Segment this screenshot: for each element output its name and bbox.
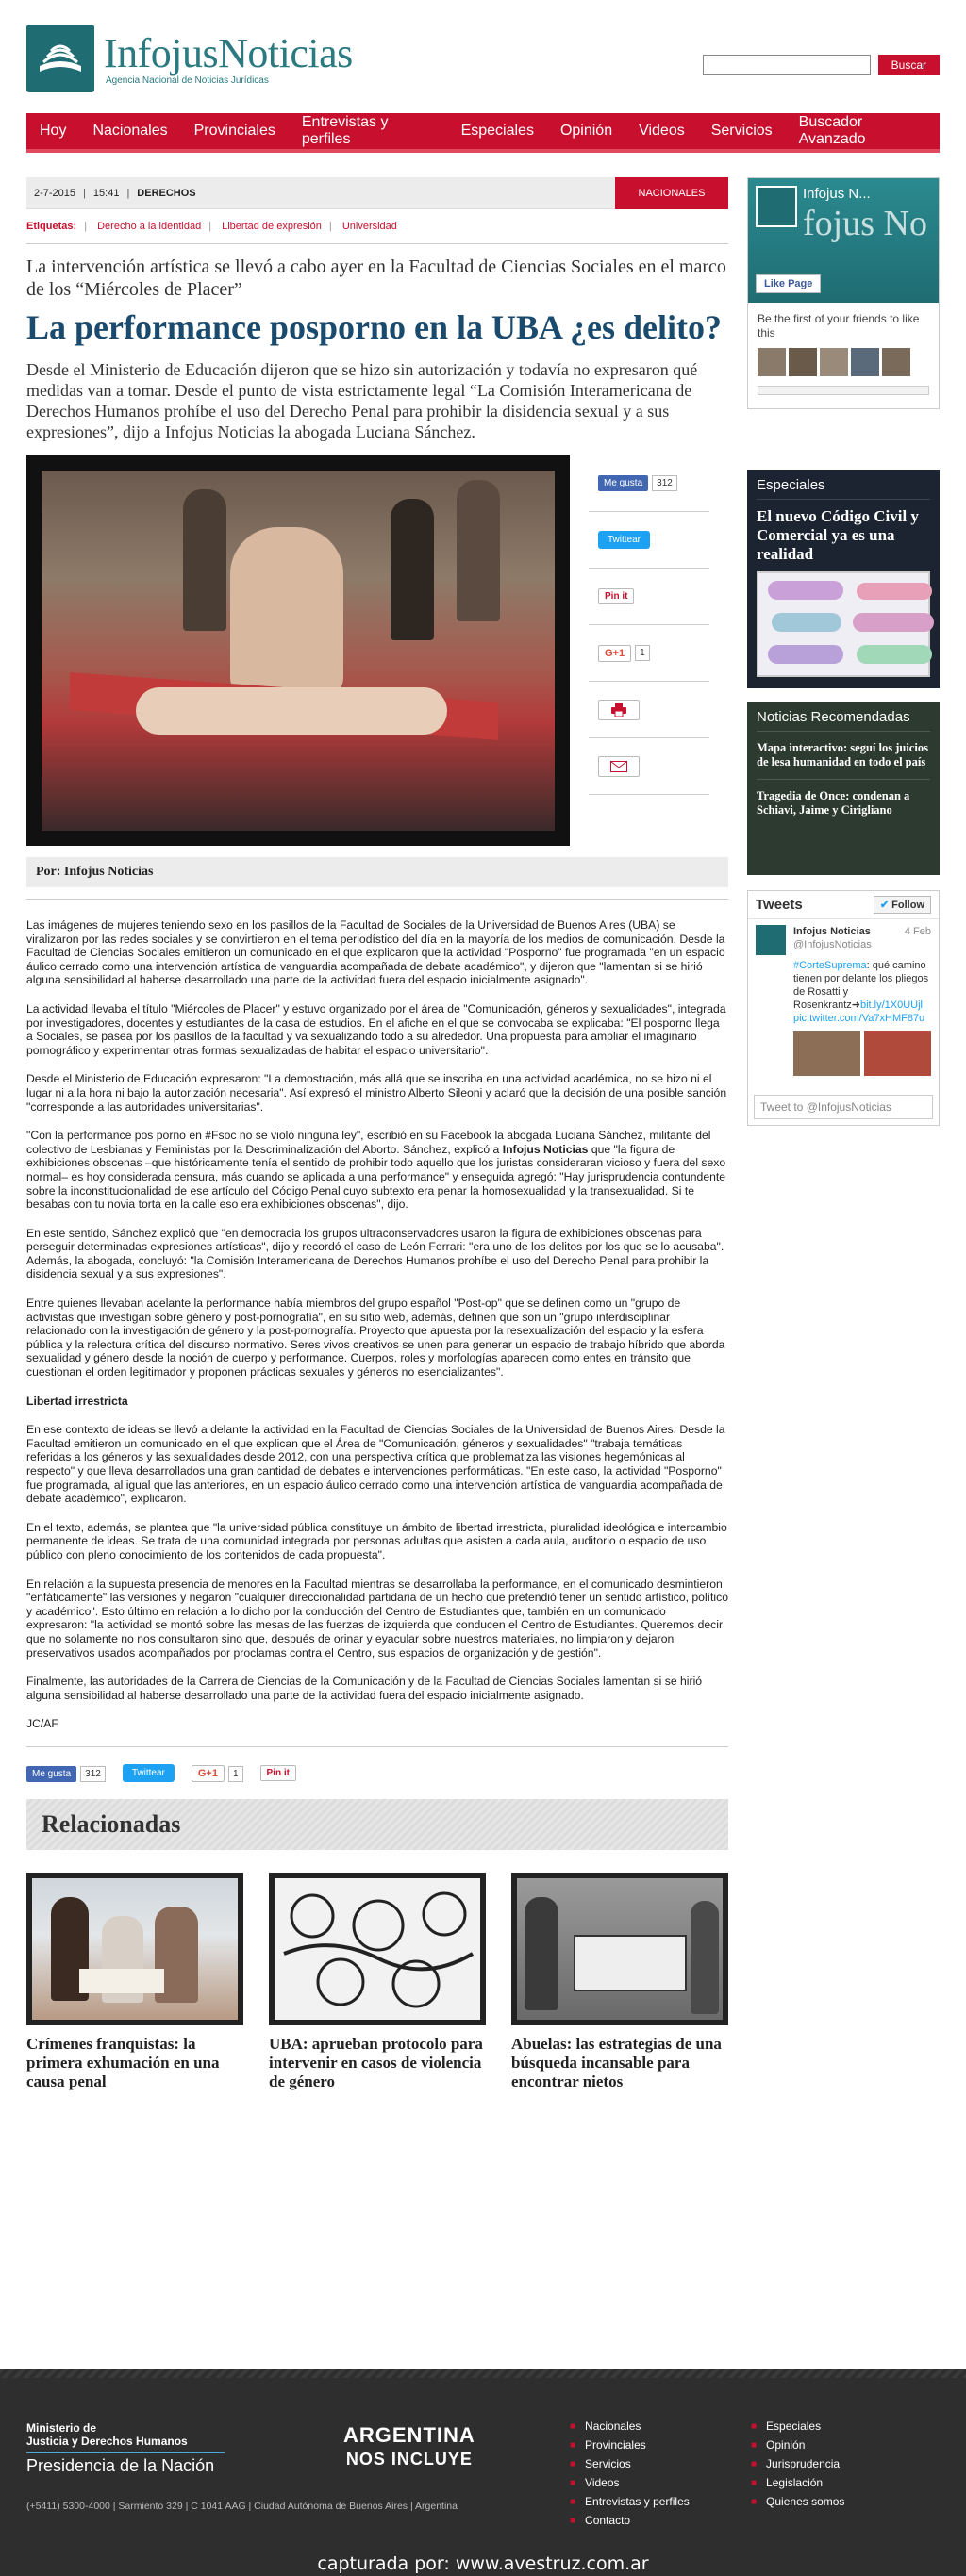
facebook-cover[interactable] <box>748 178 939 303</box>
twitter-share-button[interactable]: Twittear <box>598 531 650 549</box>
gplus-button[interactable]: G+1 <box>598 645 631 662</box>
facebook-like-button[interactable]: Me gusta <box>598 475 648 491</box>
footer-link[interactable]: ■ Entrevistas y perfiles <box>570 2495 690 2508</box>
tweet-photo[interactable] <box>756 1031 931 1076</box>
article-time: 15:41 <box>92 187 120 199</box>
horizontal-scrollbar[interactable] <box>758 386 929 395</box>
tweet-hashtag[interactable]: #CorteSuprema <box>793 960 867 971</box>
footer-link[interactable]: ■ Quienes somos <box>751 2495 845 2508</box>
photo-scene <box>42 471 555 831</box>
recommended-item[interactable]: Mapa interactivo: seguí los juicios de lesa humanidad en todo el país <box>757 741 930 780</box>
facebook-page-widget <box>747 177 940 409</box>
especiales-heading: Especiales <box>757 477 930 500</box>
nav-entrevistas[interactable]: Entrevistas y perfiles <box>301 114 389 147</box>
related-image[interactable] <box>269 1873 486 2025</box>
footer-links-1 <box>570 2419 690 2533</box>
article-section: DERECHOS <box>137 187 196 199</box>
article-column <box>26 177 728 2091</box>
facebook-widget-body <box>748 303 939 405</box>
article-date: 2-7-2015 <box>34 187 76 199</box>
avatar[interactable] <box>758 348 786 376</box>
share-facebook <box>589 455 709 512</box>
related-item[interactable] <box>511 1873 728 2091</box>
nav-servicios[interactable]: Servicios <box>710 123 773 139</box>
footer-link[interactable]: ■ Especiales <box>751 2419 822 2433</box>
facebook-page-avatar <box>756 186 797 227</box>
facebook-friends-text: Be the first of your friends to like this <box>758 312 920 339</box>
related-list <box>26 1873 728 2091</box>
argentina-logo[interactable]: ARGENTINA NOS INCLUYE <box>343 2423 475 2469</box>
section-heading: Libertad irrestricta <box>26 1394 128 1408</box>
footer-links-2 <box>751 2419 844 2514</box>
article-kicker: La intervención artística se llevó a cabo ayer en la Facultad de Ciencias Sociales en el marco de los “Miércoles de Placer” <box>26 256 726 300</box>
logo-text <box>104 29 353 86</box>
related-heading: Relacionadas <box>26 1799 728 1850</box>
nav-provinciales[interactable]: Provinciales <box>193 123 275 139</box>
footer-link[interactable]: ■ Nacionales <box>570 2419 641 2433</box>
share-pinterest <box>589 569 709 625</box>
main-nav <box>26 113 940 153</box>
footer-address: (+5411) 5300-4000 | Sarmiento 329 | C 1041 AAG | Ciudad Autónoma de Buenos Aires | Argentina <box>26 2501 458 2512</box>
paragraph: "Con la performance pos porno en #Fsoc no se violó ninguna ley", escribió en su Facebook la abogada Luciana Sánchez, militante del colectivo de Lesbianas y Feministas por la Descriminalización del Aborto. Sánchez, explicó a Infojus Noticias que "la figura de exhibiciones obscenas –que históricamente tenía el sentido de prohibir todo aquello que los juristas consideraran vicioso y fuera del sexo normal– es hoy considerada censura, más cuando se aplicada a una performance" y enseguida agregó: "Hay jurisprudencia contundente sobre la inconstitucionalidad de ese artículo del Código Penal cuyo subtexto era penar la homosexualidad y la transexualidad. Si te besabas con tu novia torta en la calle eso era exhibiciones obscenas", dijo. <box>26 1129 726 1212</box>
facebook-like-button[interactable]: Me gusta <box>26 1766 76 1782</box>
article-body <box>26 918 728 1731</box>
tweet-compose-input[interactable]: Tweet to @InfojusNoticias <box>754 1095 933 1119</box>
tweet-link[interactable]: pic.twitter.com/Va7xHMF87u <box>793 1013 925 1024</box>
facebook-like-count: 312 <box>80 1766 106 1782</box>
site-logo[interactable] <box>26 25 353 92</box>
share-sidebar <box>589 455 709 846</box>
nav-nacionales[interactable]: Nacionales <box>92 123 168 139</box>
facebook-page-name[interactable]: Infojus N... <box>803 186 871 202</box>
tweet-author <box>756 925 931 955</box>
article-lead: Desde el Ministerio de Educación dijeron que se hizo sin autorización y todavía no expresaron qué medidas van a tomar. Desde el punto de vista estrictamente legal “La Comisión Interamericana de Derechos Humanos prohíbe el uso del Derecho Penal para prohibir la disidencia sexual y a sus expresiones”, dijo a Infojus Noticias la abogada Luciana Sánchez. <box>26 360 698 441</box>
right-sidebar <box>747 177 940 1126</box>
nav-buscador[interactable]: Buscador Avanzado <box>798 114 866 147</box>
footer-stripe <box>0 2369 966 2378</box>
divider <box>26 899 728 900</box>
share-twitter <box>589 512 709 569</box>
paragraph: En relación a la supuesta presencia de menores en la Facultad mientras se desarrollaba la performance, en el comunicado desmintieron "enfáticamente" las versiones y negaron "cualquier direccionalidad partidaria de un hecho que pretendió tener un sentido artístico, político y académico". Esto último en relación a lo dicho por la conducción del Centro de Estudiantes que, también en un comunicado expresaron: "la actividad se montó sobre las mesas de las fuerzas de izquierda que conducen el Centro de Estudiantes. Queremos decir que no solamente no nos consultaron sino que, después de orinar y eyacular sobre nuestros materiales, no limpiaron y dejaron preservativos usados acompañados por proclamas contra el Centro, sus espacios de organización y de gestión". <box>26 1577 729 1660</box>
facebook-cover-text: fojus No <box>803 204 927 243</box>
tweet-link[interactable]: bit.ly/1X0UUjl <box>859 999 923 1011</box>
paragraph: Finalmente, las autoridades de la Carrera de Ciencias de la Comunicación y de la Facultad de Ciencias Sociales lamentan si se hirió alguna sensibilidad al haberse desarrollado una parte de la actividad fuera del espacio inicialmente asignado. <box>26 1675 703 1702</box>
paragraph: La actividad llevaba el título "Miércoles de Placer" y estuvo organizado por el área de "Comunicación, géneros y sexualidades", integrada por investigadores, docentes y estudiantes de la casa de estudios. En el afiche en el que se convocaba se explicaba: "El posporno llega a Sociales, se pasea por los pasillos de la facultad y va sexualizando todo a su alrededor. Una propuesta para ampliar el imaginario pornográfico y experimentar otras formas sexualizadas de habitar el espacio universitario". <box>26 1001 726 1057</box>
facebook-like-count: 312 <box>652 475 677 491</box>
nav-videos[interactable]: Videos <box>639 123 685 139</box>
print-icon[interactable] <box>598 700 640 720</box>
tweet-handle[interactable]: @InfojusNoticias <box>793 939 872 950</box>
article-title: La performance posporno en la UBA ¿es delito? <box>26 308 722 346</box>
share-print <box>589 682 709 738</box>
avatar[interactable] <box>789 348 817 376</box>
search-form <box>703 55 940 75</box>
footer-link[interactable]: ■ Opinión <box>751 2438 806 2452</box>
tags-label: Etiquetas: <box>26 221 77 232</box>
tag-link[interactable]: Derecho a la identidad <box>97 221 202 232</box>
paragraph: En este sentido, Sánchez explicó que "en democracia los grupos ultraconservadores usaron la figura de exhibiciones obscenas para perseguir determinadas expresiones artísticas", dijo y recordó el caso de León Ferrari: "era uno de los delitos por los que se lo acusaba". Además, la abogada, concluyó: "la Comisión Interamericana de Derechos Humanos prohíbe el uso del Derecho Penal para prohibir la disidencia sexual y a sus expresiones". <box>26 1226 724 1281</box>
related-title[interactable]: Abuelas: las estrategias de una búsqueda incansable para encontrar nietos <box>511 2034 722 2090</box>
article-meta: 2-7-2015 | 15:41 | DERECHOS <box>34 187 196 199</box>
footer-link[interactable]: ■ Contacto <box>570 2514 631 2527</box>
related-title[interactable]: UBA: aprueban protocolo para intervenir en casos de violencia de género <box>269 2034 483 2090</box>
paragraph: En ese contexto de ideas se llevó a delante la actividad en la Facultad de Ciencias Sociales de la Universidad de Buenos Aires. Desde la Facultad emitieron un comunicado en el que explican que el Área de "Comunicación, géneros y sexualidades" "trabaja temáticas referidas a los géneros y las sexualidades desde 2012, con una perspectiva crítica que problematiza las visiones hegemónicas al respecto" y que lleva desarrollados una gran cantidad de debates e intervenciones performáticas. "En este caso, la actividad "Posporno" fue programada, al igual que las anteriores, en un espacio áulico cerrado como una intervención artística de vanguardia acompañada de debate académico", explicaron. <box>26 1423 725 1506</box>
recommended-box <box>747 702 940 875</box>
tweet-author-name[interactable]: Infojus Noticias <box>793 926 871 937</box>
divider <box>26 243 728 244</box>
paragraph: En el texto, además, se plantea que "la universidad pública constituye un ámbito de libertad irrestricta, pluralidad ideológica e intercambio permanente de ideas. Se trata de una comunidad integrada por personas adultas que asisten a cada aula, auditorio o espacio de uso público con pleno conocimiento de los contenidos de cada propuesta". <box>26 1520 727 1561</box>
media-row <box>26 455 728 846</box>
tag-link[interactable]: Universidad <box>341 221 397 232</box>
site-header <box>0 0 966 111</box>
tweet-date[interactable]: 4 Feb <box>904 926 931 937</box>
photo-figure <box>136 687 447 735</box>
footer-link[interactable]: ■ Provinciales <box>570 2438 646 2452</box>
search-button[interactable]: Buscar <box>878 55 940 75</box>
tag-link[interactable]: Libertad de expresión <box>222 221 322 232</box>
share-bottom-bar <box>26 1746 728 1782</box>
article-signature: JC/AF <box>26 1717 58 1731</box>
photo-figure <box>230 527 343 697</box>
twitter-bird-icon: ✔ <box>879 900 890 911</box>
pinterest-button[interactable]: Pin it <box>260 1765 296 1781</box>
footer-link[interactable]: ■ Servicios <box>570 2457 631 2470</box>
tweet-text: #CorteSuprema: qué camino tienen por delante los pliegos de Rosatti y Rosenkrantz➜bit.ly/1X0UUjl pic.twitter.com/Va7xHMF87u <box>756 959 931 1025</box>
mail-icon[interactable] <box>598 756 640 777</box>
capture-credit: capturada por: www.avestruz.com.ar <box>317 2553 649 2574</box>
ministry-logo[interactable]: Ministerio de Justicia y Derechos Humanos Presidencia de la Nación <box>26 2421 225 2476</box>
twitter-follow-button[interactable]: ✔ Follow <box>874 896 931 914</box>
logo-title: InfojusNoticias <box>104 29 353 76</box>
nav-hoy[interactable]: Hoy <box>40 123 67 139</box>
avatar[interactable] <box>851 348 879 376</box>
footer-link[interactable]: ■ Legislación <box>751 2476 824 2489</box>
paragraph: Las imágenes de mujeres teniendo sexo en los pasillos de la Facultad de Sociales de la Universidad de Buenos Aires (UBA) se viralizaron por las redes sociales y se convirtieron en el tema periodístico del día en la mayoría de los medios de comunicación. Desde la Facultad de Ciencias Sociales emitieron un comunicado en el que explicaron que la actividad "Posporno" fue programada "en un espacio áulico cerrado como una intervención artística de vanguardia acompañada de debate académico", y dijeron que "lamentan si se hirió alguna sensibilidad al haberse desarrollado una parte de la actividad fuera del espacio inicialmente asignado". <box>26 918 725 987</box>
especiales-title[interactable]: El nuevo Código Civil y Comercial ya es una realidad <box>757 507 919 563</box>
related-image[interactable] <box>511 1873 728 2025</box>
paragraph: Entre quienes llevaban adelante la performance había miembros del grupo español "Post-op" que se definen como un "grupo de activistas que investigan sobre género y post-pornografía", en su sitio web, además, definen que son un "grupo interdisciplinar relacionado con la investigación de género y la post-pornografía. Proyecto que apuesta por la resexualización del espacio y la esfera pública y la relectura crítica del discurso normativo. Seres vivos creativos se unen para generar un espacio de trabajo híbrido que aborda sexualidad y género desde la noción de cuerpo y performance. Cuerpos, roles y morfologías aparecen como entes en tránsito que cuestionan el orden legitimador y proponen prácticas sexuales y géneros no esencializantes". <box>26 1296 725 1379</box>
avatar[interactable] <box>756 925 786 955</box>
logo-book-icon <box>26 25 94 92</box>
share-gplus-bottom <box>192 1764 243 1781</box>
especiales-box <box>747 470 940 688</box>
gplus-count: 1 <box>635 645 650 661</box>
avatar[interactable] <box>882 348 910 376</box>
nav-especiales[interactable]: Especiales <box>460 123 534 139</box>
share-facebook-bottom <box>26 1764 106 1781</box>
paragraph: Desde el Ministerio de Educación expresaron: "La demostración, más allá que se inscriba en una actividad académica, no se hizo ni el lugar ni a la hora ni bajo la autorización necesaria". Así expresó el ministro Alberto Sileoni y aclaró que la decisión de una posible sanción "corresponde a las autoridades universitarias". <box>26 1072 727 1114</box>
recommended-heading: Noticias Recomendadas <box>757 709 930 732</box>
article-tags: Etiquetas: | Derecho a la identidad | Libertad de expresión | Universidad <box>26 221 397 232</box>
especiales-image[interactable] <box>757 571 930 677</box>
related-item[interactable] <box>26 1873 243 2091</box>
article-meta-bar <box>26 177 728 209</box>
related-image[interactable] <box>26 1873 243 2025</box>
twitter-header <box>748 891 939 919</box>
article-byline: Por: Infojus Noticias <box>26 857 728 887</box>
site-footer <box>0 2369 966 2576</box>
gplus-count: 1 <box>228 1766 243 1782</box>
nav-opinion[interactable]: Opinión <box>559 123 613 139</box>
footer-link[interactable]: ■ Videos <box>570 2476 620 2489</box>
category-badge[interactable]: NACIONALES <box>615 177 728 209</box>
facebook-faces <box>758 348 929 376</box>
recommended-item[interactable]: Tragedia de Once: condenan a Schiavi, Jaime y Cirigliano <box>757 789 910 817</box>
twitter-share-button[interactable]: Twittear <box>123 1764 175 1782</box>
article-photo[interactable] <box>26 455 570 846</box>
pinterest-button[interactable]: Pin it <box>598 588 634 604</box>
logo-subtitle: Agencia Nacional de Noticias Jurídicas <box>106 74 269 86</box>
share-gplus <box>589 625 709 682</box>
avatar[interactable] <box>820 348 848 376</box>
related-item[interactable] <box>269 1873 486 2091</box>
related-title[interactable]: Crímenes franquistas: la primera exhumación en una causa penal <box>26 2034 220 2090</box>
twitter-widget <box>747 890 940 1126</box>
search-input[interactable] <box>703 55 871 75</box>
gplus-button[interactable]: G+1 <box>192 1765 225 1782</box>
facebook-like-page-button[interactable]: Like Page <box>756 274 821 293</box>
footer-link[interactable]: ■ Jurisprudencia <box>751 2457 841 2470</box>
tweet <box>748 919 939 1082</box>
twitter-heading: Tweets <box>756 897 803 913</box>
share-mail <box>589 738 709 795</box>
